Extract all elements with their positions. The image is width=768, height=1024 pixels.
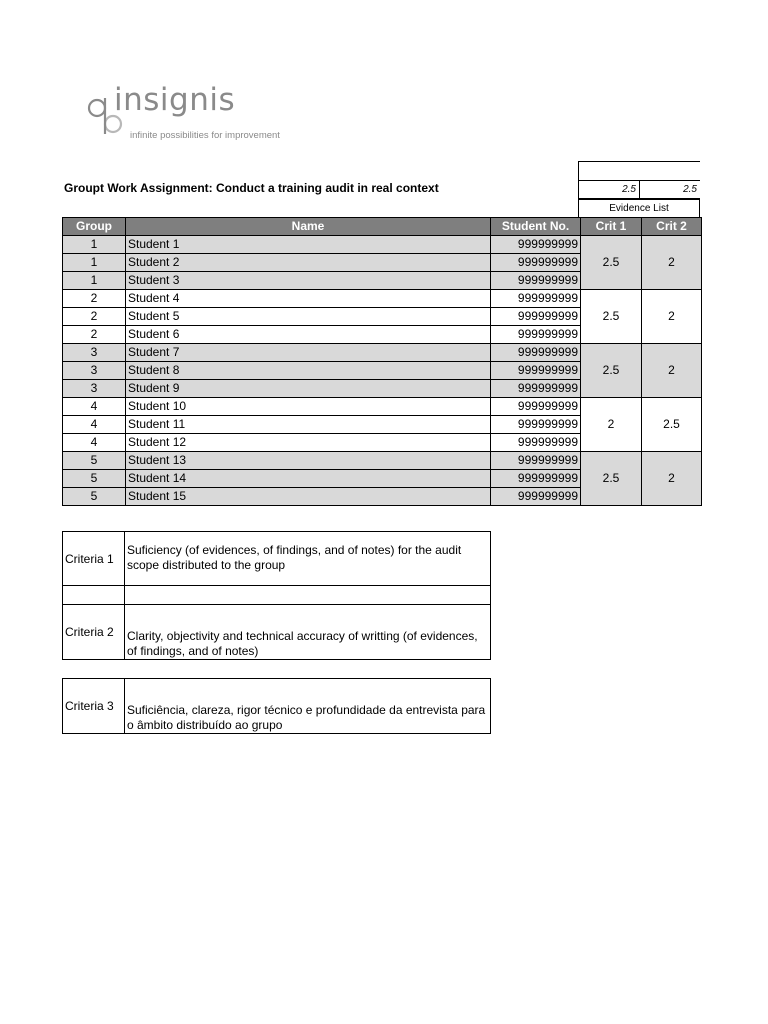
student-number-cell: 999999999 [491, 344, 581, 362]
crit2-score-cell: 2 [642, 290, 702, 344]
criteria-2-text: Clarity, objectivity and technical accuracy of writting (of evidences, of findings, and of notes) [127, 629, 478, 658]
group-cell: 2 [63, 290, 126, 308]
group-cell: 3 [63, 362, 126, 380]
header-blank-cell [578, 161, 700, 181]
crit1-score-cell: 2.5 [581, 452, 642, 506]
evidence-list-label: Evidence List [578, 199, 700, 217]
insignis-logo [84, 84, 284, 144]
student-number-cell: 999999999 [491, 272, 581, 290]
student-name-cell: Student 13 [126, 452, 491, 470]
student-number-cell: 999999999 [491, 416, 581, 434]
header-crit1: Crit 1 [581, 218, 642, 236]
student-name-cell: Student 8 [126, 362, 491, 380]
criteria-1-text: Suficiency (of evidences, of findings, and of notes) for the audit scope distributed to the group [127, 543, 462, 572]
student-name-cell: Student 11 [126, 416, 491, 434]
student-name-cell: Student 5 [126, 308, 491, 326]
group-cell: 2 [63, 308, 126, 326]
group-cell: 1 [63, 254, 126, 272]
header-group: Group [63, 218, 126, 236]
group-cell: 5 [63, 470, 126, 488]
student-number-cell: 999999999 [491, 488, 581, 506]
crit2-score-cell: 2 [642, 344, 702, 398]
group-cell: 4 [63, 434, 126, 452]
group-cell: 5 [63, 452, 126, 470]
criteria-3-box [62, 678, 491, 734]
table-body [63, 236, 702, 506]
logo-tagline: infinite possibilities for improvement [130, 130, 280, 141]
crit1-score-cell: 2.5 [581, 290, 642, 344]
student-number-cell: 999999999 [491, 254, 581, 272]
criteria-spacer-row [62, 586, 491, 605]
crit1-weight: 2.5 [578, 180, 640, 199]
header-crit2: Crit 2 [642, 218, 702, 236]
criteria-2-label: Criteria 2 [63, 605, 125, 659]
crit2-score-cell: 2.5 [642, 398, 702, 452]
group-cell: 4 [63, 398, 126, 416]
table-row [63, 398, 702, 416]
student-grade-table [62, 217, 702, 506]
student-number-cell: 999999999 [491, 290, 581, 308]
student-number-cell: 999999999 [491, 380, 581, 398]
student-number-cell: 999999999 [491, 362, 581, 380]
group-cell: 3 [63, 344, 126, 362]
student-name-cell: Student 12 [126, 434, 491, 452]
crit1-score-cell: 2 [581, 398, 642, 452]
student-name-cell: Student 10 [126, 398, 491, 416]
crit1-score-cell: 2.5 [581, 236, 642, 290]
group-cell: 5 [63, 488, 126, 506]
criteria-2-box [62, 604, 491, 660]
header-student-no: Student No. [491, 218, 581, 236]
table-row [63, 236, 702, 254]
logo-wordmark: insignis [114, 82, 236, 118]
crit2-score-cell: 2 [642, 236, 702, 290]
student-name-cell: Student 2 [126, 254, 491, 272]
crit2-score-cell: 2 [642, 452, 702, 506]
group-cell: 1 [63, 236, 126, 254]
student-name-cell: Student 9 [126, 380, 491, 398]
student-name-cell: Student 15 [126, 488, 491, 506]
student-name-cell: Student 7 [126, 344, 491, 362]
student-name-cell: Student 14 [126, 470, 491, 488]
header-name: Name [126, 218, 491, 236]
crit1-score-cell: 2.5 [581, 344, 642, 398]
student-number-cell: 999999999 [491, 326, 581, 344]
student-number-cell: 999999999 [491, 434, 581, 452]
student-number-cell: 999999999 [491, 308, 581, 326]
criteria-1-box [62, 531, 491, 586]
group-cell: 2 [63, 326, 126, 344]
criteria-3-text: Suficiência, clareza, rigor técnico e profundidade da entrevista para o âmbito distribuído ao grupo [127, 703, 486, 732]
student-number-cell: 999999999 [491, 236, 581, 254]
student-name-cell: Student 6 [126, 326, 491, 344]
student-number-cell: 999999999 [491, 470, 581, 488]
student-number-cell: 999999999 [491, 398, 581, 416]
table-row [63, 290, 702, 308]
group-cell: 1 [63, 272, 126, 290]
criteria-3-label: Criteria 3 [63, 679, 125, 733]
page-title: Groupt Work Assignment: Conduct a training audit in real context [64, 181, 439, 195]
student-name-cell: Student 1 [126, 236, 491, 254]
group-cell: 4 [63, 416, 126, 434]
criteria-1-label: Criteria 1 [63, 532, 125, 585]
table-row [63, 344, 702, 362]
crit2-weight: 2.5 [639, 180, 700, 199]
group-cell: 3 [63, 380, 126, 398]
student-number-cell: 999999999 [491, 452, 581, 470]
table-row [63, 452, 702, 470]
student-name-cell: Student 4 [126, 290, 491, 308]
student-name-cell: Student 3 [126, 272, 491, 290]
